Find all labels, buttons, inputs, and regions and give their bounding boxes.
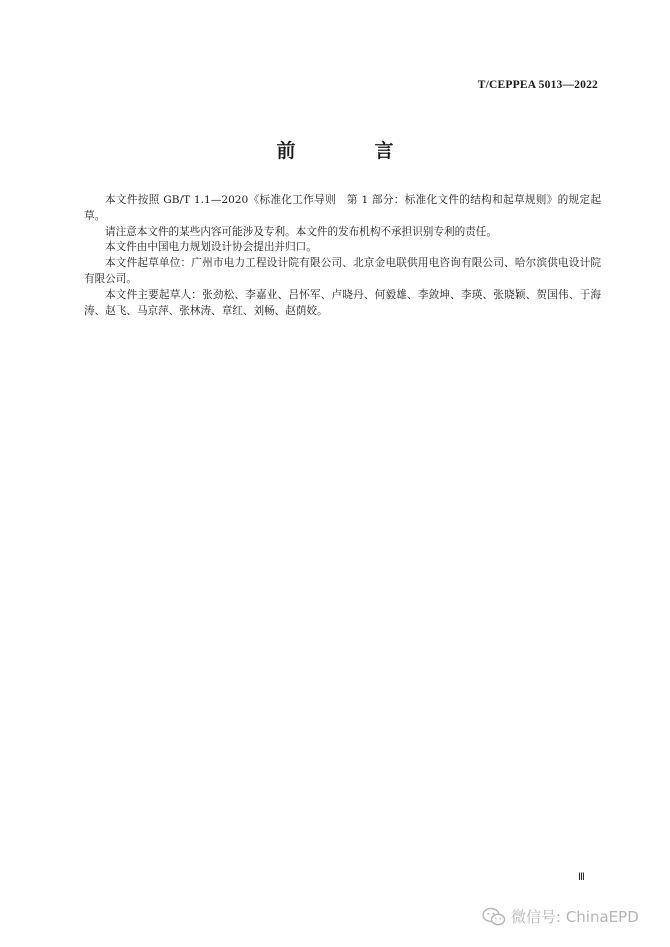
wechat-icon (482, 907, 506, 927)
paragraph-patent-notice: 请注意本文件的某些内容可能涉及专利。本文件的发布机构不承担识别专利的责任。 (105, 225, 497, 238)
page-title: 前 言 (276, 140, 424, 162)
paragraph-proposer: 本文件由中国电力规划设计协会提出并归口。 (105, 241, 317, 254)
paragraph-drafting-rules: 本文件按照 GB/T 1.1—2020《标准化工作导则 第 1 部分：标准化文件的结构和起草规则》的规定起草。 (84, 194, 601, 222)
preface-body (84, 193, 601, 319)
standard-code: T/CEPPEA 5013—2022 (477, 79, 598, 91)
paragraph-drafters: 本文件主要起草人：张劲松、李嘉业、吕怀军、卢晓丹、何毅雄、李敛坤、李瑛、张晓颖、贺国伟、于海涛、赵飞、马京萍、张林涛、章红、刘畅、赵荫姣。 (84, 288, 601, 317)
watermark-text: 微信号: ChinaEPD (511, 908, 639, 926)
paragraph-drafting-units: 本文件起草单位：广州市电力工程设计院有限公司、北京金电联供用电咨询有限公司、哈尔滨供电设计院有限公司。 (84, 257, 601, 285)
page-number: Ⅲ (578, 872, 585, 883)
watermark (482, 906, 639, 927)
